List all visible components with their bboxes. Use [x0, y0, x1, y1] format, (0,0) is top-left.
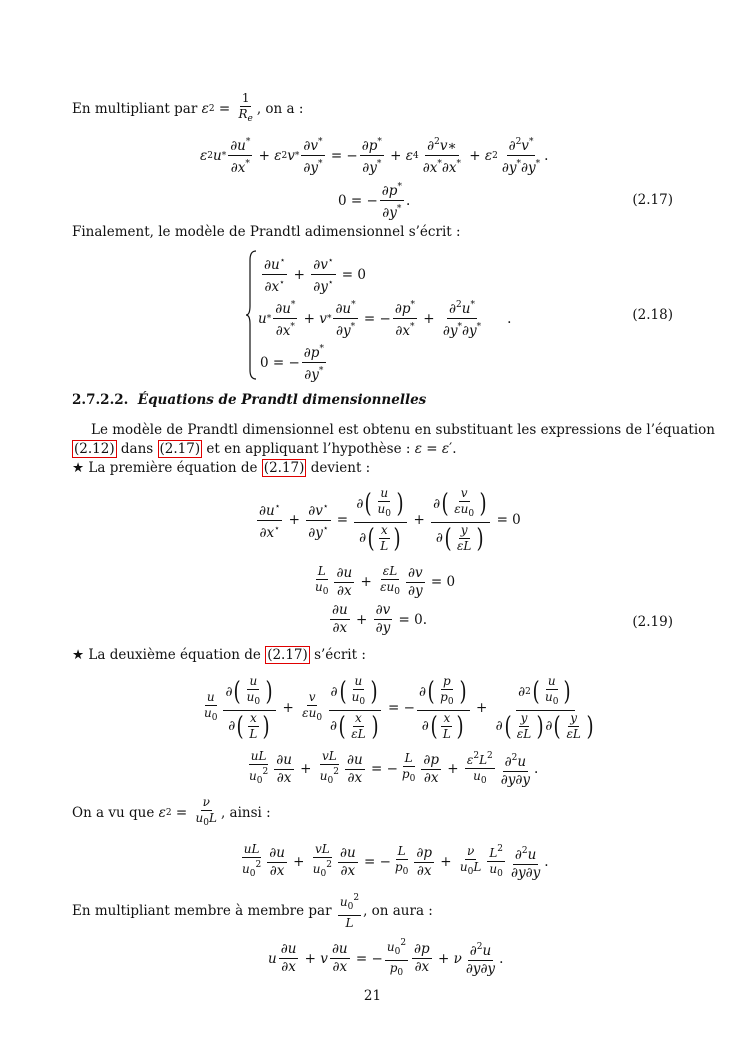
paragraph-text: dans [120, 441, 154, 457]
paragraph-text: s’écrit : [314, 647, 366, 663]
paragraph-multiply: En multipliant par ε 2 = $\frac{1}{R_e}$ , on a : [72, 91, 304, 124]
paragraph-second-equation [72, 646, 366, 664]
equation-prandtl-dimensional: u $\frac{\partial u}{\partial x}$ + v $\frac{\partial u}{\partial x}$ = − $\frac{u_0^2}{p_0}$ $\frac{\partial p}{\partial x}$ + ν $\frac{\partial^2u}{\partial y\partial y}$ . [268, 938, 504, 978]
equation-2-19: $\frac{\partial u}{\partial x}$ + $\frac{\partial v}{\partial y}$ = 0. [332, 602, 427, 636]
paragraph-text: et en appliquant l’hypothèse : [206, 441, 411, 457]
paragraph-text: , on a : [256, 101, 304, 117]
paragraph-dimensional-intro-2: (2.12) dans (2.17) et en appliquant l’hypothèse : ε = ε′. [74, 441, 457, 457]
paragraph-final-model: Finalement, le modèle de Prandtl adimensionnel s’écrit : [72, 224, 461, 240]
page-number: 21 [363, 988, 382, 1004]
paragraph-text: ★ La première équation de [72, 460, 258, 476]
equation-continuity: $\frac{\partial u^⋆}{\partial x^⋆}$ + $\frac{\partial v^⋆}{\partial y^⋆}$ = 0 [264, 256, 366, 295]
equation-link[interactable]: (2.17) [267, 647, 308, 663]
paragraph-viscosity-relation: On a vu que ε 2 = $\frac{\nu}{u_0L}$ , ainsi : [72, 795, 271, 828]
paragraph-text: ★ La deuxième équation de [72, 647, 261, 663]
equation-continuity-substitution: $\frac{\partial u^⋆}{\partial x^⋆}$ + $\frac{\partial v^⋆}{\partial y^⋆}$ = ∂ ( $\frac{u}{u_0}$ ) ∂ ( $\frac{x}{L}$ ) + ∂ ( $\frac{v}{\varepsilon u_0}$ ) ∂ ( $\frac{y}{\varepsilon L}$ ) = 0 [259, 486, 521, 554]
paragraph-first-equation [72, 459, 370, 477]
equation-momentum-dimensional: $\frac{uL}{u_0^2}$ $\frac{\partial u}{\partial x}$ + $\frac{vL}{u_0^2}$ $\frac{\partial u}{\partial x}$ = − $\frac{L}{p_0}$ $\frac{\partial p}{\partial x}$ + $\frac{\varepsilon^2L^2}{u_0}$ $\frac{\partial^2u}{\partial y\partial y}$ . [249, 749, 539, 788]
equation-momentum-x: u * $\frac{\partial u^*}{\partial x^*}$ + v * $\frac{\partial u^*}{\partial y^*}$ = − $\frac{\partial p^*}{\partial x^*}$ + $\frac{\partial^2u^*}{\partial y^*\partial y^*}$ . [258, 300, 512, 339]
equation-2-17: 0 = − $\frac{\partial p^*}{\partial y^*}$ . [338, 182, 411, 221]
equation-number: (2.18) [632, 307, 673, 323]
paragraph-text: devient : [310, 460, 371, 476]
left-brace [245, 250, 257, 380]
equation-link[interactable]: (2.17) [263, 460, 305, 476]
paragraph-multiply-members: En multipliant membre à membre par $\frac{u_0^2}{L}$ , on aura : [72, 893, 433, 930]
paragraph-text: , ainsi : [220, 805, 271, 821]
equation-momentum-viscous: $\frac{uL}{u_0^2}$ $\frac{\partial u}{\partial x}$ + $\frac{vL}{u_0^2}$ $\frac{\partial u}{\partial x}$ = − $\frac{L}{p_0}$ $\frac{\partial p}{\partial x}$ + $\frac{\nu}{u_0L}$ $\frac{L^2}{u_0}$ $\frac{\partial^2u}{\partial y\partial y}$ . [242, 842, 549, 881]
paragraph-dimensional-intro: Le modèle de Prandtl dimensionnel est obtenu en substituant les expressions de l’équation [91, 422, 715, 438]
equation-link[interactable]: (2.12) [74, 441, 115, 457]
equation-pressure: 0 = − $\frac{\partial p^*}{\partial y^*}$ [260, 344, 324, 383]
paragraph-text: On a vu que [72, 805, 155, 821]
section-title [72, 392, 426, 408]
section-number: 2.7.2.2. [72, 392, 129, 408]
paragraph-text: , on aura : [363, 903, 433, 919]
equation-number: (2.17) [632, 192, 673, 208]
equation-momentum-scaled: ε 2 u * $\frac{\partial u^*}{\partial x^*}$ + ε 2 v * $\frac{\partial v^*}{\partial y^*}$ = − $\frac{\partial p^*}{\partial y^*}$ + ε 4 $\frac{\partial^2v∗}{\partial x^*\partial x^*}$ + ε 2 $\frac{\partial^2v^*}{\partial y^*\partial y^*}$ . [200, 137, 549, 176]
equation-link[interactable]: (2.17) [159, 441, 201, 457]
paragraph-text: En multipliant par [72, 101, 198, 117]
section-title-text: Équations de Prandtl dimensionnelles [137, 392, 427, 408]
equation-number: (2.19) [632, 614, 673, 630]
equation-continuity-simplified: $\frac{L}{u_0}$ $\frac{\partial u}{\partial x}$ + $\frac{\varepsilon L}{\varepsilon u_0}$ $\frac{\partial v}{\partial y}$ = 0 [315, 564, 456, 599]
paragraph-text: En multipliant membre à membre par [72, 903, 332, 919]
equation-momentum-substitution: $\frac{u}{u_0}$ ∂ ( $\frac{u}{u_0}$ ) ∂ ( $\frac{x}{L}$ ) + $\frac{v}{\varepsilon u_0}$ ∂ ( $\frac{u}{u_0}$ ) ∂ ( $\frac{x}{\varepsilon L}$ ) = − ∂ ( $\frac{p}{p_0}$ ) ∂ ( $\frac{x}{L}$ ) + ∂ 2 ( $\frac{u}{u_0}$ ) ∂ ( $\frac{y}{\varepsilon L}$ ) ∂ ( $\frac{y}{\varepsilon L}$ ) [204, 674, 594, 742]
